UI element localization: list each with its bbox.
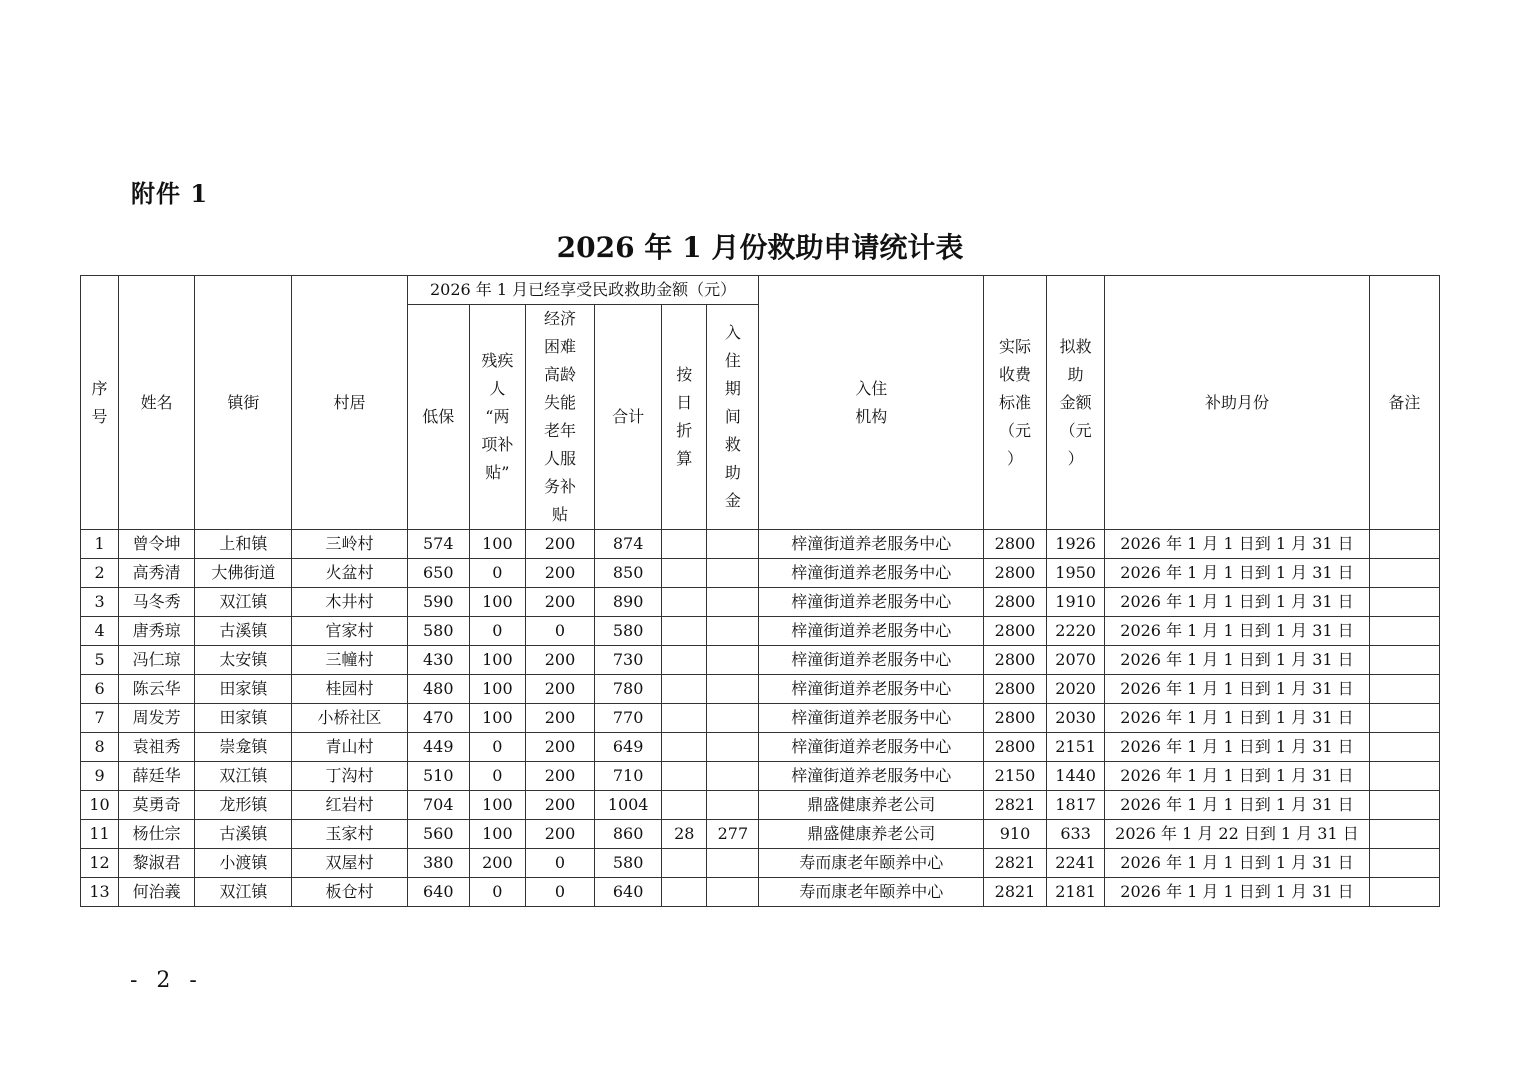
cell-name: 周发芳 (119, 704, 195, 733)
cell-stay-aid (707, 675, 759, 704)
cell-daily (662, 762, 707, 791)
cell-fee: 2800 (983, 588, 1046, 617)
cell-proposed: 2070 (1047, 646, 1105, 675)
cell-total: 640 (595, 878, 662, 907)
cell-town: 太安镇 (195, 646, 292, 675)
cell-daily (662, 849, 707, 878)
cell-daily (662, 530, 707, 559)
cell-month: 2026 年 1 月 1 日到 1 月 31 日 (1105, 791, 1370, 820)
cell-fee: 2821 (983, 849, 1046, 878)
cell-remark (1369, 733, 1439, 762)
cell-elderly: 0 (525, 617, 594, 646)
cell-month: 2026 年 1 月 22 日到 1 月 31 日 (1105, 820, 1370, 849)
cell-town: 双江镇 (195, 588, 292, 617)
cell-dibao: 470 (407, 704, 469, 733)
cell-disability: 100 (469, 791, 525, 820)
cell-name: 高秀清 (119, 559, 195, 588)
cell-remark (1369, 588, 1439, 617)
cell-remark (1369, 559, 1439, 588)
cell-month: 2026 年 1 月 1 日到 1 月 31 日 (1105, 762, 1370, 791)
cell-seq: 8 (81, 733, 119, 762)
cell-dibao: 560 (407, 820, 469, 849)
cell-proposed: 2220 (1047, 617, 1105, 646)
cell-town: 田家镇 (195, 675, 292, 704)
cell-daily (662, 617, 707, 646)
cell-month: 2026 年 1 月 1 日到 1 月 31 日 (1105, 878, 1370, 907)
cell-village: 官家村 (292, 617, 407, 646)
cell-disability: 100 (469, 820, 525, 849)
cell-proposed: 1950 (1047, 559, 1105, 588)
header-dibao: 低保 (407, 305, 469, 530)
cell-fee: 2800 (983, 530, 1046, 559)
cell-stay-aid (707, 617, 759, 646)
header-village: 村居 (292, 276, 407, 530)
cell-seq: 2 (81, 559, 119, 588)
cell-stay-aid: 277 (707, 820, 759, 849)
page-number: - 2 - (130, 968, 203, 993)
cell-total: 874 (595, 530, 662, 559)
cell-village: 小桥社区 (292, 704, 407, 733)
cell-dibao: 650 (407, 559, 469, 588)
cell-dibao: 430 (407, 646, 469, 675)
cell-village: 玉家村 (292, 820, 407, 849)
cell-seq: 6 (81, 675, 119, 704)
cell-daily (662, 791, 707, 820)
cell-stay-aid (707, 530, 759, 559)
cell-name: 何治義 (119, 878, 195, 907)
cell-daily (662, 559, 707, 588)
cell-total: 580 (595, 617, 662, 646)
cell-village: 桂园村 (292, 675, 407, 704)
cell-name: 杨仕宗 (119, 820, 195, 849)
cell-name: 马冬秀 (119, 588, 195, 617)
cell-elderly: 200 (525, 559, 594, 588)
cell-fee: 2800 (983, 704, 1046, 733)
cell-total: 780 (595, 675, 662, 704)
header-seq: 序 号 (81, 276, 119, 530)
cell-daily: 28 (662, 820, 707, 849)
header-elderly: 经济 困难 高龄 失能 老年 人服 务补 贴 (525, 305, 594, 530)
cell-daily (662, 704, 707, 733)
cell-total: 580 (595, 849, 662, 878)
cell-seq: 11 (81, 820, 119, 849)
cell-name: 唐秀琼 (119, 617, 195, 646)
cell-name: 莫勇奇 (119, 791, 195, 820)
cell-proposed: 1926 (1047, 530, 1105, 559)
table-row (81, 675, 1440, 704)
cell-dibao: 510 (407, 762, 469, 791)
cell-fee: 2800 (983, 617, 1046, 646)
cell-seq: 13 (81, 878, 119, 907)
cell-remark (1369, 849, 1439, 878)
cell-dibao: 574 (407, 530, 469, 559)
cell-village: 双屋村 (292, 849, 407, 878)
cell-institution: 梓潼街道养老服务中心 (759, 530, 983, 559)
cell-village: 丁沟村 (292, 762, 407, 791)
cell-fee: 2821 (983, 878, 1046, 907)
cell-proposed: 2151 (1047, 733, 1105, 762)
cell-daily (662, 878, 707, 907)
table-row (81, 791, 1440, 820)
header-remark: 备注 (1369, 276, 1439, 530)
cell-town: 小渡镇 (195, 849, 292, 878)
cell-dibao: 380 (407, 849, 469, 878)
cell-name: 陈云华 (119, 675, 195, 704)
header-town: 镇街 (195, 276, 292, 530)
cell-institution: 梓潼街道养老服务中心 (759, 762, 983, 791)
cell-stay-aid (707, 849, 759, 878)
table-row (81, 530, 1440, 559)
header-stay-aid: 入 住 期 间 救 助 金 (707, 305, 759, 530)
cell-fee: 910 (983, 820, 1046, 849)
cell-village: 红岩村 (292, 791, 407, 820)
cell-name: 袁祖秀 (119, 733, 195, 762)
cell-institution: 梓潼街道养老服务中心 (759, 646, 983, 675)
cell-town: 大佛街道 (195, 559, 292, 588)
cell-fee: 2821 (983, 791, 1046, 820)
cell-elderly: 200 (525, 733, 594, 762)
cell-proposed: 2241 (1047, 849, 1105, 878)
cell-seq: 4 (81, 617, 119, 646)
cell-town: 崇龛镇 (195, 733, 292, 762)
cell-dibao: 580 (407, 617, 469, 646)
cell-disability: 0 (469, 617, 525, 646)
cell-total: 850 (595, 559, 662, 588)
cell-town: 上和镇 (195, 530, 292, 559)
table-row (81, 878, 1440, 907)
cell-name: 曾令坤 (119, 530, 195, 559)
cell-stay-aid (707, 559, 759, 588)
cell-village: 木井村 (292, 588, 407, 617)
cell-institution: 梓潼街道养老服务中心 (759, 559, 983, 588)
cell-month: 2026 年 1 月 1 日到 1 月 31 日 (1105, 617, 1370, 646)
cell-month: 2026 年 1 月 1 日到 1 月 31 日 (1105, 588, 1370, 617)
cell-institution: 鼎盛健康养老公司 (759, 791, 983, 820)
cell-remark (1369, 878, 1439, 907)
table-row (81, 733, 1440, 762)
cell-fee: 2800 (983, 733, 1046, 762)
cell-seq: 9 (81, 762, 119, 791)
attachment-label: 附件 1 (131, 179, 209, 208)
cell-remark (1369, 530, 1439, 559)
cell-elderly: 200 (525, 820, 594, 849)
cell-institution: 梓潼街道养老服务中心 (759, 733, 983, 762)
cell-seq: 3 (81, 588, 119, 617)
header-total: 合计 (595, 305, 662, 530)
cell-disability: 200 (469, 849, 525, 878)
header-disability: 残疾 人 “两 项补 贴” (469, 305, 525, 530)
cell-disability: 100 (469, 530, 525, 559)
cell-disability: 0 (469, 559, 525, 588)
cell-proposed: 1817 (1047, 791, 1105, 820)
cell-institution: 梓潼街道养老服务中心 (759, 704, 983, 733)
cell-month: 2026 年 1 月 1 日到 1 月 31 日 (1105, 530, 1370, 559)
cell-proposed: 1440 (1047, 762, 1105, 791)
cell-total: 770 (595, 704, 662, 733)
cell-month: 2026 年 1 月 1 日到 1 月 31 日 (1105, 704, 1370, 733)
cell-daily (662, 646, 707, 675)
cell-fee: 2800 (983, 675, 1046, 704)
cell-seq: 1 (81, 530, 119, 559)
cell-seq: 12 (81, 849, 119, 878)
cell-fee: 2150 (983, 762, 1046, 791)
header-group-civil-relief: 2026 年 1 月已经享受民政救助金额（元） (407, 276, 759, 305)
cell-village: 火盆村 (292, 559, 407, 588)
cell-proposed: 2020 (1047, 675, 1105, 704)
cell-total: 860 (595, 820, 662, 849)
cell-stay-aid (707, 588, 759, 617)
table-row (81, 559, 1440, 588)
table-row (81, 646, 1440, 675)
header-daily: 按 日 折 算 (662, 305, 707, 530)
cell-remark (1369, 820, 1439, 849)
cell-seq: 7 (81, 704, 119, 733)
document-title: 2026 年 1 月份救助申请统计表 (556, 231, 964, 264)
cell-disability: 0 (469, 762, 525, 791)
cell-seq: 10 (81, 791, 119, 820)
table-row (81, 617, 1440, 646)
cell-town: 龙形镇 (195, 791, 292, 820)
table-row (81, 704, 1440, 733)
header-institution: 入住 机构 (759, 276, 983, 530)
header-fee: 实际 收费 标准 （元 ） (983, 276, 1046, 530)
cell-seq: 5 (81, 646, 119, 675)
cell-name: 黎淑君 (119, 849, 195, 878)
cell-institution: 梓潼街道养老服务中心 (759, 675, 983, 704)
cell-stay-aid (707, 733, 759, 762)
cell-institution: 寿而康老年颐养中心 (759, 878, 983, 907)
cell-total: 649 (595, 733, 662, 762)
cell-total: 1004 (595, 791, 662, 820)
cell-elderly: 200 (525, 791, 594, 820)
cell-disability: 100 (469, 675, 525, 704)
cell-month: 2026 年 1 月 1 日到 1 月 31 日 (1105, 559, 1370, 588)
cell-name: 冯仁琼 (119, 646, 195, 675)
cell-total: 730 (595, 646, 662, 675)
cell-town: 双江镇 (195, 762, 292, 791)
cell-elderly: 200 (525, 704, 594, 733)
cell-town: 古溪镇 (195, 617, 292, 646)
cell-name: 薛廷华 (119, 762, 195, 791)
table-row (81, 588, 1440, 617)
cell-elderly: 200 (525, 762, 594, 791)
cell-village: 三幢村 (292, 646, 407, 675)
cell-dibao: 480 (407, 675, 469, 704)
cell-month: 2026 年 1 月 1 日到 1 月 31 日 (1105, 646, 1370, 675)
cell-proposed: 2030 (1047, 704, 1105, 733)
cell-dibao: 590 (407, 588, 469, 617)
cell-town: 古溪镇 (195, 820, 292, 849)
cell-remark (1369, 617, 1439, 646)
cell-stay-aid (707, 704, 759, 733)
header-month: 补助月份 (1105, 276, 1370, 530)
cell-elderly: 200 (525, 530, 594, 559)
cell-institution: 梓潼街道养老服务中心 (759, 588, 983, 617)
cell-elderly: 0 (525, 878, 594, 907)
cell-remark (1369, 704, 1439, 733)
cell-dibao: 449 (407, 733, 469, 762)
cell-village: 板仓村 (292, 878, 407, 907)
cell-stay-aid (707, 791, 759, 820)
cell-proposed: 633 (1047, 820, 1105, 849)
cell-month: 2026 年 1 月 1 日到 1 月 31 日 (1105, 733, 1370, 762)
cell-town: 双江镇 (195, 878, 292, 907)
cell-elderly: 200 (525, 675, 594, 704)
cell-disability: 100 (469, 704, 525, 733)
cell-dibao: 704 (407, 791, 469, 820)
cell-daily (662, 588, 707, 617)
table-row (81, 820, 1440, 849)
cell-village: 三岭村 (292, 530, 407, 559)
relief-statistics-table (80, 275, 1440, 907)
cell-disability: 100 (469, 646, 525, 675)
cell-month: 2026 年 1 月 1 日到 1 月 31 日 (1105, 849, 1370, 878)
cell-month: 2026 年 1 月 1 日到 1 月 31 日 (1105, 675, 1370, 704)
cell-institution: 梓潼街道养老服务中心 (759, 617, 983, 646)
table-row (81, 849, 1440, 878)
cell-fee: 2800 (983, 646, 1046, 675)
cell-institution: 寿而康老年颐养中心 (759, 849, 983, 878)
cell-remark (1369, 675, 1439, 704)
cell-town: 田家镇 (195, 704, 292, 733)
cell-elderly: 200 (525, 588, 594, 617)
cell-stay-aid (707, 762, 759, 791)
cell-village: 青山村 (292, 733, 407, 762)
cell-daily (662, 733, 707, 762)
cell-dibao: 640 (407, 878, 469, 907)
cell-stay-aid (707, 646, 759, 675)
header-name: 姓名 (119, 276, 195, 530)
cell-remark (1369, 762, 1439, 791)
cell-disability: 0 (469, 733, 525, 762)
cell-daily (662, 675, 707, 704)
cell-proposed: 1910 (1047, 588, 1105, 617)
cell-remark (1369, 646, 1439, 675)
cell-disability: 100 (469, 588, 525, 617)
cell-elderly: 200 (525, 646, 594, 675)
cell-remark (1369, 791, 1439, 820)
cell-disability: 0 (469, 878, 525, 907)
cell-fee: 2800 (983, 559, 1046, 588)
cell-total: 710 (595, 762, 662, 791)
cell-elderly: 0 (525, 849, 594, 878)
cell-total: 890 (595, 588, 662, 617)
cell-proposed: 2181 (1047, 878, 1105, 907)
table-row (81, 762, 1440, 791)
header-proposed: 拟救 助 金额 （元 ） (1047, 276, 1105, 530)
cell-institution: 鼎盛健康养老公司 (759, 820, 983, 849)
cell-stay-aid (707, 878, 759, 907)
